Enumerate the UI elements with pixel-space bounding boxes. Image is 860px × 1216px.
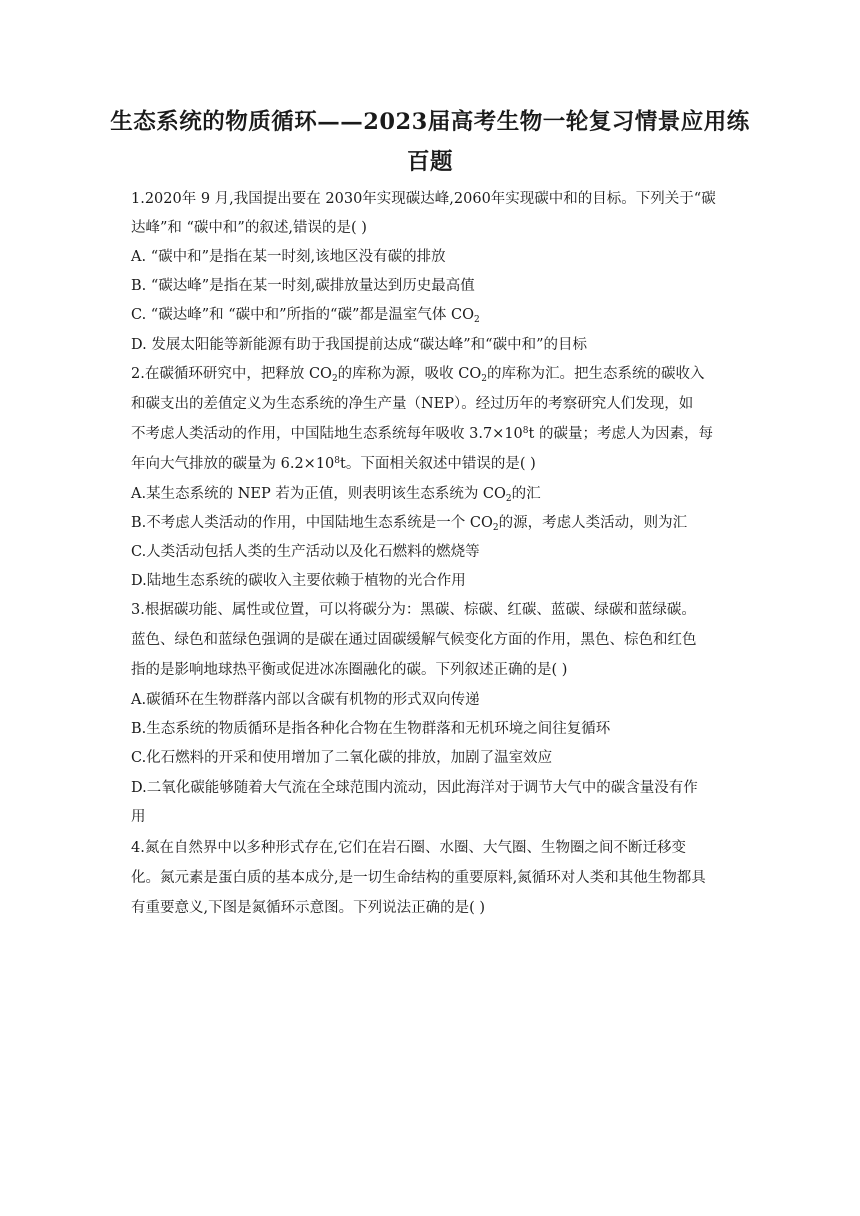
q3-option-c: C.化石燃料的开采和使用增加了二氧化碳的排放，加剧了温室效应	[131, 750, 553, 766]
q2-option-a-text: A.某生态系统的 NEP 若为正值，则表明该生态系统为 CO	[131, 486, 506, 502]
q4-stem-line-1: 4.氮在自然界中以多种形式存在,它们在岩石圈、水圈、大气圈、生物圈之间不断迁移变	[131, 840, 686, 856]
document-title-line-2: 百题	[406, 149, 453, 175]
document-title-line-1: 生态系统的物质循环——2023届高考生物一轮复习情景应用练	[110, 109, 750, 135]
q4-stem-line-3: 有重要意义,下图是氮循环示意图。下列说法正确的是( )	[131, 900, 486, 916]
co2-subscript: 2	[331, 374, 338, 384]
exponent-superscript: 8	[334, 456, 341, 466]
q2-stem-line-1-c: 的库称为汇。把生态系统的碳收入	[487, 366, 705, 382]
q2-stem-line-4	[131, 454, 536, 474]
q3-option-d-line-2: 用	[131, 809, 146, 825]
q4-stem-line-2: 化。氮元素是蛋白质的基本成分,是一切生命结构的重要原料,氮循环对人类和其他生物都具	[131, 870, 706, 886]
q1-option-b: B. “碳达峰”是指在某一时刻,碳排放量达到历史最高值	[131, 278, 475, 294]
q2-option-b-text: B.不考虑人类活动的作用，中国陆地生态系统是一个 CO	[131, 515, 493, 531]
q1-stem-line-2: 达峰”和 “碳中和”的叙述,错误的是( )	[131, 220, 367, 236]
q3-option-b: B.生态系统的物质循环是指各种化合物在生物群落和无机环境之间往复循环	[131, 721, 611, 737]
co2-subscript: 2	[492, 523, 499, 533]
q1-option-a: A. “碳中和”是指在某一时刻,该地区没有碳的排放	[131, 249, 446, 265]
q2-stem-line-4-a: 年向大气排放的碳量为 6.2×10	[131, 456, 335, 472]
exponent-superscript: 8	[522, 426, 529, 436]
co2-subscript: 2	[481, 374, 487, 384]
q2-stem-line-2: 和碳支出的差值定义为生态系统的净生产量（NEP）。经过历年的考察研究人们发现，如	[131, 396, 694, 412]
q2-stem-line-3-a: 不考虑人类活动的作用，中国陆地生态系统每年吸收 3.7×10	[131, 426, 523, 442]
q3-stem-line-3: 指的是影响地球热平衡或促进冰冻圈融化的碳。下列叙述正确的是( )	[131, 662, 568, 678]
q2-option-d: D.陆地生态系统的碳收入主要依赖于植物的光合作用	[131, 573, 466, 589]
q2-option-a-tail: 的汇	[511, 486, 541, 502]
q2-stem-line-1-b: 的库称为源，吸收 CO	[337, 366, 482, 382]
q2-option-b-tail: 的源，考虑人类活动，则为汇	[498, 515, 688, 531]
q2-stem-line-3	[131, 424, 713, 444]
q2-option-c: C.人类活动包括人类的生产活动以及化石燃料的燃烧等	[131, 544, 480, 560]
co2-subscript: 2	[473, 315, 480, 325]
q2-stem-line-1	[131, 364, 705, 384]
co2-subscript: 2	[505, 494, 512, 504]
q1-stem-line-1: 1.2020年 9 月,我国提出要在 2030年实现碳达峰,2060年实现碳中和的目标。下列关于“碳	[131, 191, 716, 207]
q1-option-c-text: C. “碳达峰”和 “碳中和”所指的“碳”都是温室气体 CO	[131, 307, 474, 323]
q2-stem-line-1-a: 2.在碳循环研究中，把释放 CO	[131, 366, 332, 382]
q3-option-d-line-1: D.二氧化碳能够随着大气流在全球范围内流动，因此海洋对于调节大气中的碳含量没有作	[131, 780, 698, 796]
q3-option-a: A.碳循环在生物群落内部以含碳有机物的形式双向传递	[131, 692, 480, 708]
q2-option-b	[131, 513, 687, 533]
q1-option-d: D. 发展太阳能等新能源有助于我国提前达成“碳达峰”和“碳中和”的目标	[131, 337, 587, 353]
q2-option-a	[131, 484, 541, 504]
q1-option-c	[131, 305, 480, 325]
q3-stem-line-2: 蓝色、绿色和蓝绿色强调的是碳在通过固碳缓解气候变化方面的作用，黑色、棕色和红色	[131, 632, 697, 648]
q2-stem-line-3-b: t 的碳量；考虑人为因素，每	[528, 426, 713, 442]
q3-stem-line-1: 3.根据碳功能、属性或位置，可以将碳分为：黑碳、棕碳、红碳、蓝碳、绿碳和蓝绿碳。	[131, 602, 696, 618]
q2-stem-line-4-b: t。下面相关叙述中错误的是( )	[340, 456, 536, 472]
